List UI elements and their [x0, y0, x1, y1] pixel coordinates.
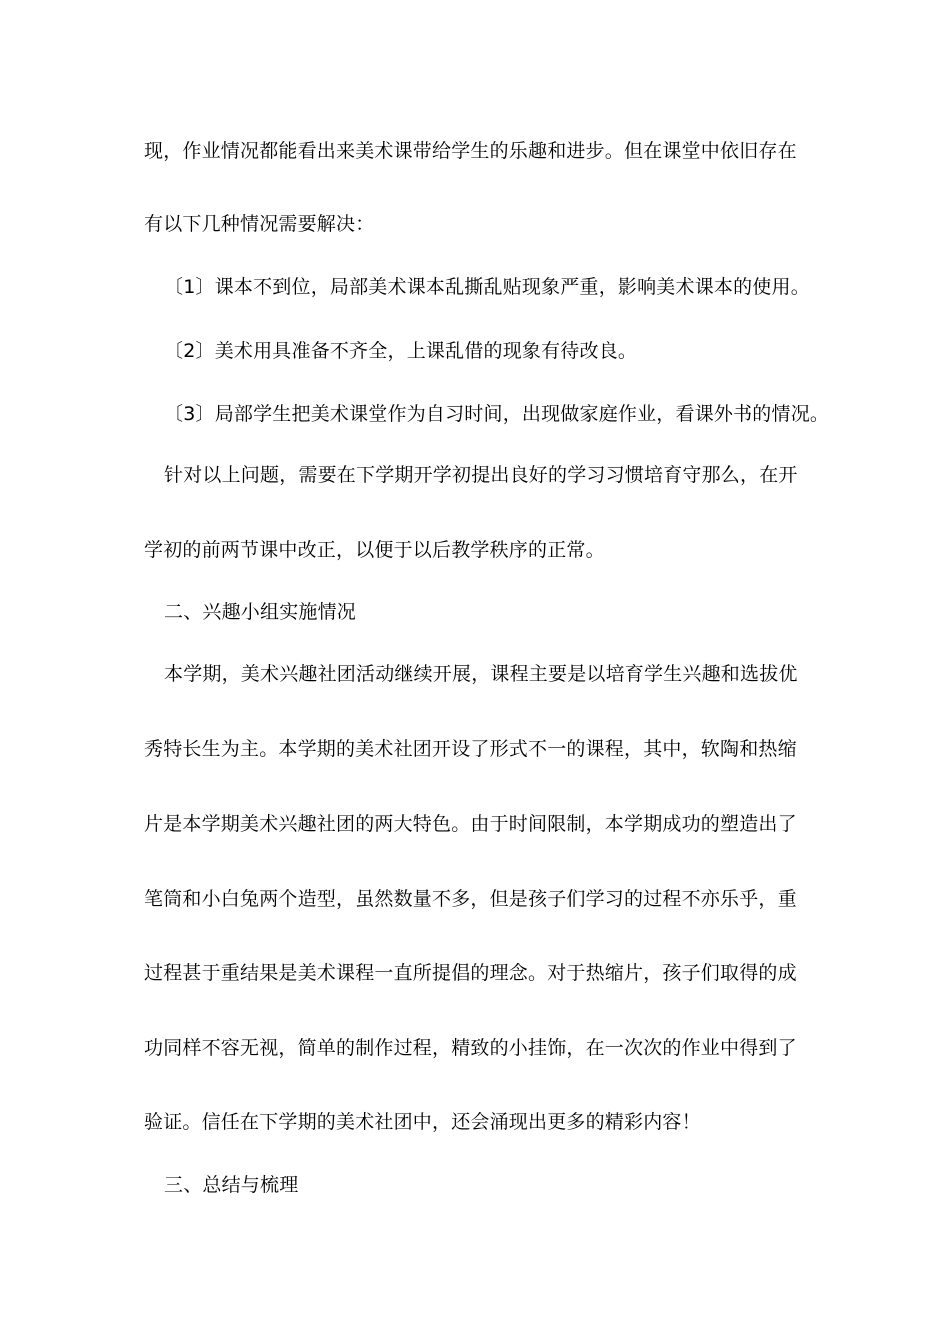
paragraph-line: 针对以上问题，需要在下学期开学初提出良好的学习习惯培育守那么，在开 — [164, 464, 798, 486]
list-item-3: 〔3〕局部学生把美术课堂作为自习时间，出现做家庭作业，看课外书的情况。 — [164, 403, 830, 425]
paragraph-line: 有以下几种情况需要解决： — [144, 213, 375, 235]
paragraph-line: 验证。信任在下学期的美术社团中，还会涌现出更多的精彩内容！ — [144, 1111, 701, 1133]
section-heading-3: 三、总结与梳理 — [164, 1174, 299, 1196]
paragraph-line: 笔筒和小白兔两个造型，虽然数量不多，但是孩子们学习的过程不亦乐乎，重 — [144, 888, 797, 910]
section-heading-2: 二、兴趣小组实施情况 — [164, 601, 357, 623]
paragraph-line: 功同样不容无视，简单的制作过程，精致的小挂饰，在一次次的作业中得到了 — [144, 1037, 797, 1059]
list-item-2: 〔2〕美术用具准备不齐全，上课乱借的现象有待改良。 — [164, 340, 638, 362]
paragraph-line: 本学期，美术兴趣社团活动继续开展，课程主要是以培育学生兴趣和选拔优 — [164, 663, 798, 685]
list-item-1: 〔1〕课本不到位，局部美术课本乱撕乱贴现象严重，影响美术课本的使用。 — [164, 276, 810, 298]
paragraph-line: 秀特长生为主。本学期的美术社团开设了形式不一的课程，其中，软陶和热缩 — [144, 738, 797, 760]
paragraph-line: 片是本学期美术兴趣社团的两大特色。由于时间限制，本学期成功的塑造出了 — [144, 813, 797, 835]
paragraph-line: 学初的前两节课中改正，以便于以后教学秩序的正常。 — [144, 539, 605, 561]
paragraph-line: 过程甚于重结果是美术课程一直所提倡的理念。对于热缩片，孩子们取得的成 — [144, 962, 797, 984]
paragraph-line: 现，作业情况都能看出来美术课带给学生的乐趣和进步。但在课堂中依旧存在 — [144, 140, 797, 162]
